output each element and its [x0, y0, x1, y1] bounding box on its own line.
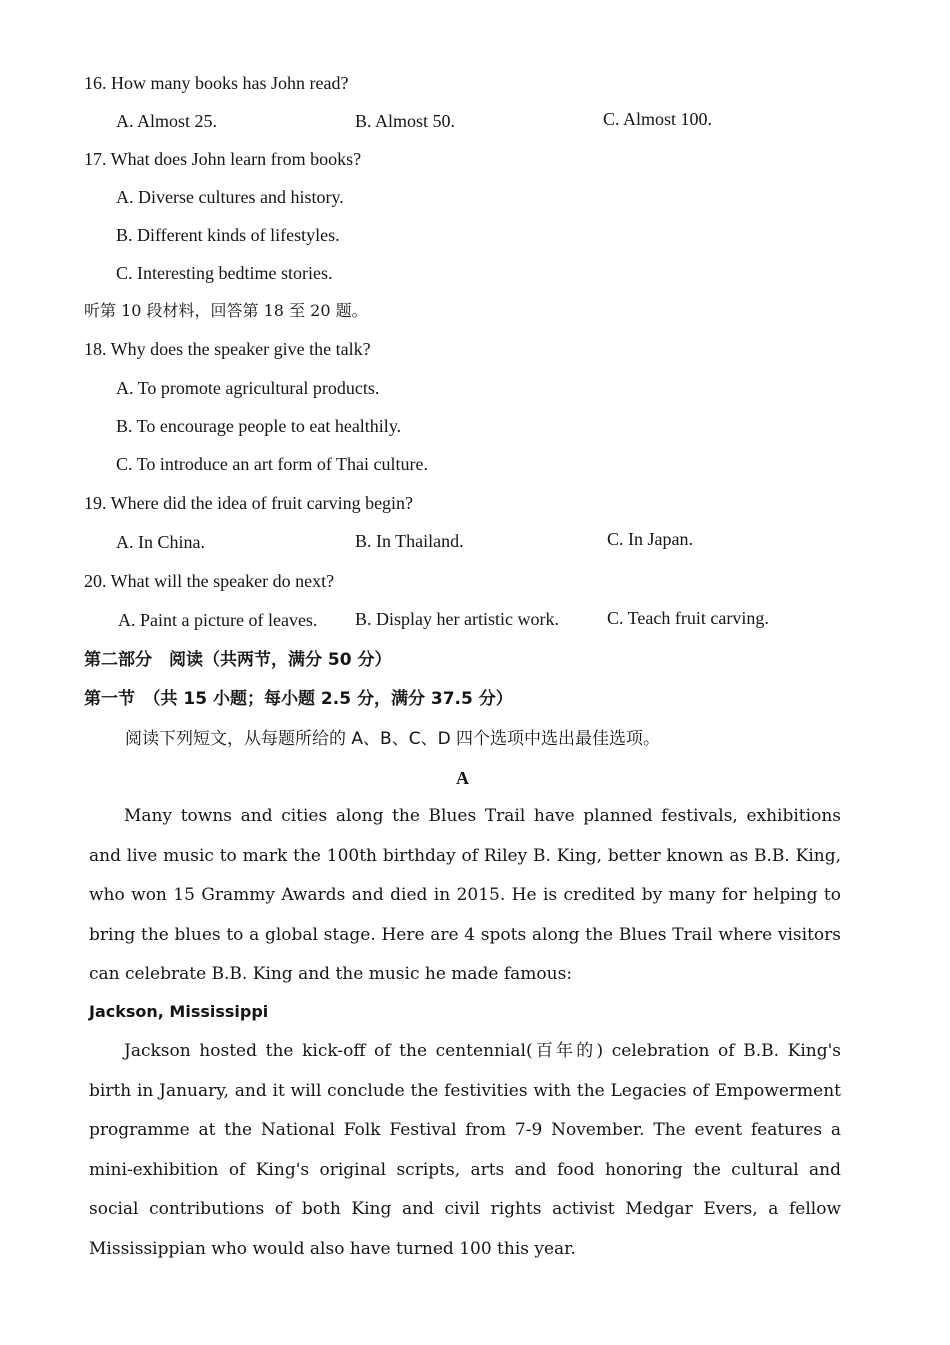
- question-19-option-b: B. In Thailand.: [355, 531, 464, 551]
- question-18-option-b: B. To encourage people to eat healthily.: [116, 416, 402, 436]
- passage-label: A: [456, 768, 469, 788]
- question-20-option-a: A. Paint a picture of leaves.: [118, 610, 318, 630]
- question-20-stem: 20. What will the speaker do next?: [84, 571, 335, 591]
- question-16-option-a: A. Almost 25.: [116, 111, 218, 131]
- spot-1-paragraph: [89, 1032, 841, 1269]
- question-17-option-b: B. Different kinds of lifestyles.: [116, 225, 340, 245]
- question-18-stem: 18. Why does the speaker give the talk?: [84, 339, 371, 359]
- question-17-option-a: A. Diverse cultures and history.: [116, 187, 344, 207]
- question-17-stem: 17. What does John learn from books?: [84, 149, 362, 169]
- passage-intro-paragraph: [89, 797, 841, 995]
- question-19-stem: 19. Where did the idea of fruit carving begin?: [84, 493, 414, 513]
- question-16-option-c: C. Almost 100.: [603, 109, 713, 129]
- question-20-option-c: C. Teach fruit carving.: [607, 608, 769, 628]
- question-16-stem: 16. How many books has John read?: [84, 73, 349, 93]
- question-19-option-c: C. In Japan.: [607, 529, 693, 549]
- spot-1-title: Jackson, Mississippi: [89, 1002, 269, 1021]
- reading-instruction: 阅读下列短文，从每题所给的 A、B、C、D 四个选项中选出最佳选项。: [125, 729, 661, 749]
- question-16-option-b: B. Almost 50.: [355, 111, 456, 131]
- section-1-title: 第一节 （共 15 小题；每小题 2.5 分，满分 37.5 分）: [84, 689, 513, 709]
- question-19-option-a: A. In China.: [116, 532, 205, 552]
- part-2-title: 第二部分 阅读（共两节，满分 50 分）: [84, 650, 392, 670]
- question-17-option-c: C. Interesting bedtime stories.: [116, 263, 333, 283]
- listening-instruction: 听第 10 段材料，回答第 18 至 20 题。: [84, 301, 368, 320]
- passage-intro-text: Many towns and cities along the Blues Trail have planned festivals, exhibitions and live music to mark the 100th birthday of Riley B. King, better known as B.B. King, who won 15 Grammy Awards and died in 2015. He is credited by many for helping to bring the blues to a global stage. Here are 4 spots along the Blues Trail where visitors can celebrate B.B. King and the music he made famous:: [89, 806, 841, 984]
- question-20-option-b: B. Display her artistic work.: [355, 609, 559, 629]
- question-18-option-a: A. To promote agricultural products.: [116, 378, 380, 398]
- spot-1-text: Jackson hosted the kick-off of the centennial(百年的) celebration of B.B. King's birth in January, and it will conclude the festivities with the Legacies of Empowerment programme at the National Folk Festival from 7-9 November. The event features a mini-exhibition of King's original scripts, arts and food honoring the cultural and social contributions of both King and civil rights activist Medgar Evers, a fellow Mississippian who would also have turned 100 this year.: [89, 1041, 841, 1259]
- question-18-option-c: C. To introduce an art form of Thai culture.: [116, 454, 428, 474]
